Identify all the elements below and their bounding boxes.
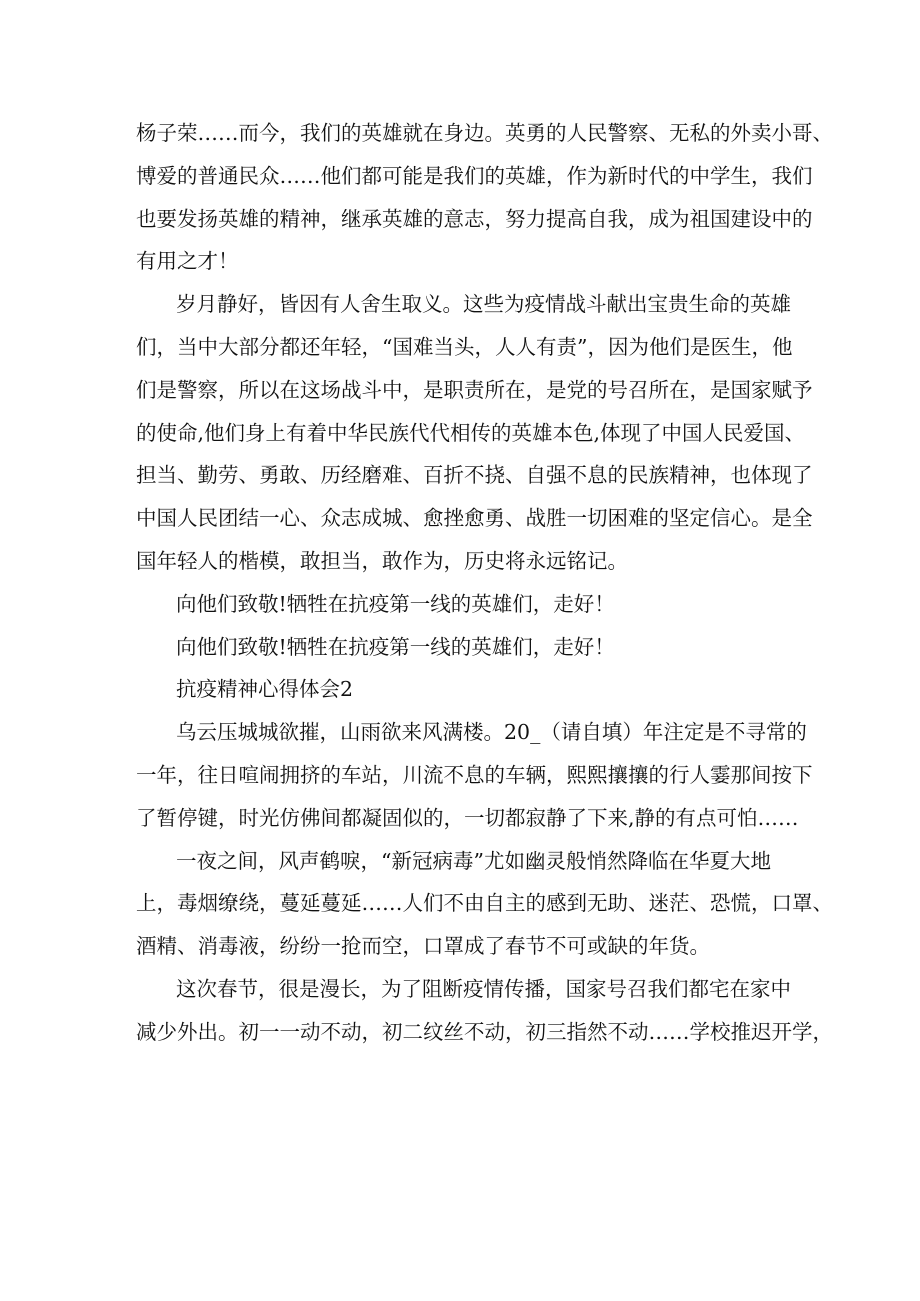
text-line: 国年轻人的楷模，敢担当，敢作为，历史将永远铭记。	[136, 548, 628, 573]
document-body	[136, 112, 833, 1054]
text-line: 有用之才！	[136, 249, 239, 274]
paragraph-start-line: 这次春节，很是漫长，为了阻断疫情传播，国家号召我们都宅在家中	[176, 976, 791, 1001]
text-line: 减少外出。初一一动不动，初二纹丝不动，初三指然不动……学校推迟开学，	[136, 1019, 833, 1044]
text-line: 了暂停键，时光仿佛间都凝固似的，一切都寂静了下来,静的有点可怕……	[136, 805, 799, 830]
paragraph-start-line: 乌云压城城欲摧，山雨欲来风满楼。20_（请自填）年注定是不寻常的	[176, 720, 807, 745]
paragraph-start-line: 一夜之间，风声鹤唳，“新冠病毒”尤如幽灵般悄然降临在华夏大地	[176, 848, 771, 873]
paragraph-start-line: 向他们致敬!牺牲在抗疫第一线的英雄们，走好！	[176, 634, 615, 659]
text-line: 们，当中大部分都还年轻，“国难当头，人人有责”，因为他们是医生，他	[136, 334, 793, 359]
text-line: 也要发扬英雄的精神，继承英雄的意志，努力提高自我，成为祖国建设中的	[136, 206, 813, 231]
section-heading: 抗疫精神心得体会2	[176, 677, 354, 702]
paragraph-start-line: 岁月静好，皆因有人舍生取义。这些为疫情战斗献出宝贵生命的英雄	[176, 292, 791, 317]
paragraph-start-line: 向他们致敬!牺牲在抗疫第一线的英雄们，走好！	[176, 591, 615, 616]
text-line: 上，毒烟缭绕，蔓延蔓延……人们不由自主的感到无助、迷茫、恐慌，口罩、	[136, 891, 833, 916]
text-line: 杨子荣……而今，我们的英雄就在身边。英勇的人民警察、无私的外卖小哥、	[136, 121, 833, 145]
text-line: 博爱的普通民众……他们都可能是我们的英雄，作为新时代的中学生，我们	[136, 163, 813, 188]
text-line: 担当、勤劳、勇敢、历经磨难、百折不挠、自强不息的民族精神，也体现了	[136, 463, 813, 488]
text-line: 一年，往日喧闹拥挤的车站，川流不息的车辆，熙熙攘攘的行人霎那间按下	[136, 762, 813, 787]
text-line: 中国人民团结一心、众志成城、愈挫愈勇、战胜一切困难的坚定信心。是全	[136, 506, 813, 531]
text-line: 们是警察，所以在这场战斗中，是职责所在，是党的号召所在，是国家赋予	[136, 377, 813, 402]
text-line: 的使命,他们身上有着中华民族代代相传的英雄本色,体现了中国人民爱国、	[136, 420, 806, 445]
text-line: 酒精、消毒液，纷纷一抢而空，口罩成了春节不可或缺的年货。	[136, 934, 710, 959]
